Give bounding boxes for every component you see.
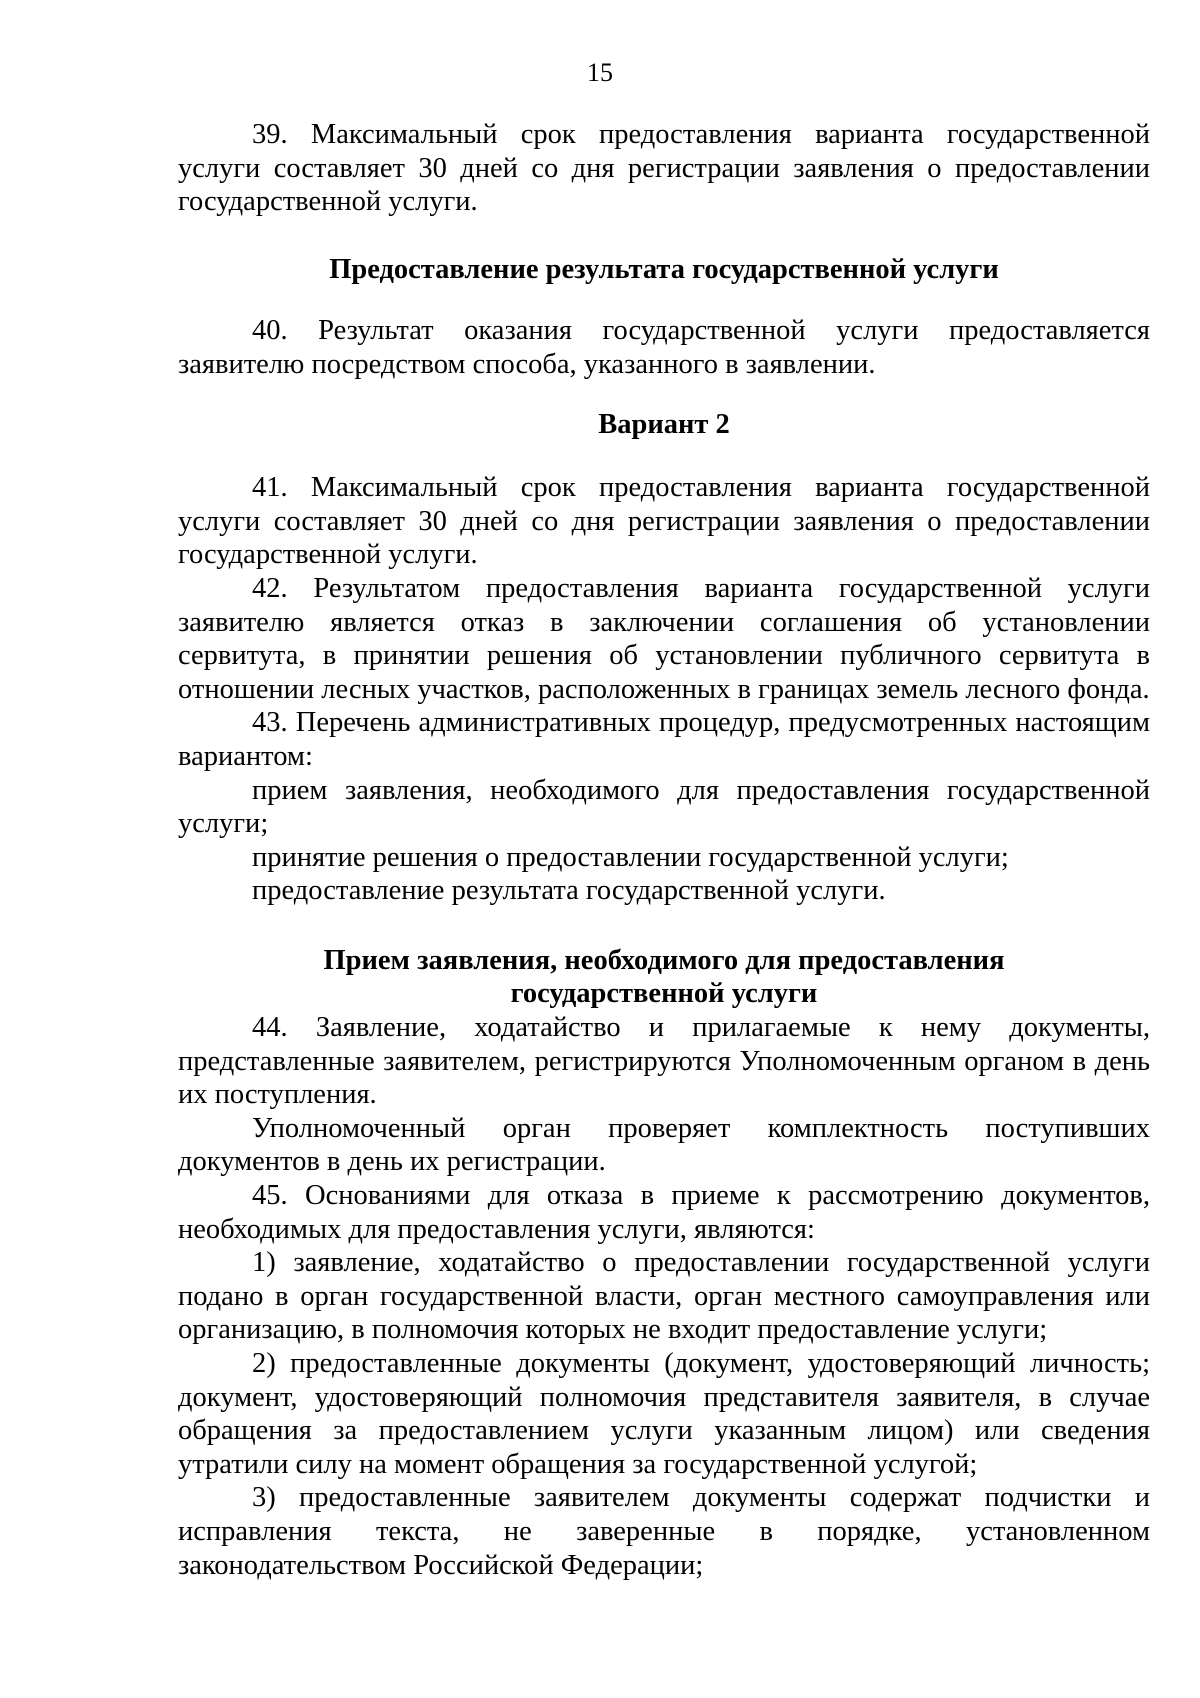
paragraph-43-item-2: принятие решения о предоставлении государственной услуги; bbox=[252, 841, 1009, 873]
document-body bbox=[178, 118, 1150, 1582]
paragraph-43-item-1: прием заявления, необходимого для предоставления государственной услуги; bbox=[178, 774, 1150, 840]
spacer bbox=[178, 908, 1150, 944]
spacer bbox=[178, 441, 1150, 471]
paragraph-45: 45. Основаниями для отказа в приеме к рассмотрению документов, необходимых для предоставления услуги, являются: bbox=[178, 1180, 1150, 1245]
paragraph-40: 40. Результат оказания государственной услуги предоставляется заявителю посредством способа, указанного в заявлении. bbox=[178, 315, 1150, 380]
paragraph-45-item-2: 2) предоставленные документы (документ, удостоверяющий личность; документ, удостоверяющий полномочия представителя заявителя, в случае обращения за предоставлением услуги указанным лицом) или сведения утратили силу на момент обращения за государственной услугой; bbox=[178, 1348, 1150, 1480]
paragraph-45-item-1: 1) заявление, ходатайство о предоставлении государственной услуги подано в орган государственной власти, орган местного самоуправления или организацию, в полномочия которых не входит предоставление услуги; bbox=[178, 1247, 1150, 1346]
paragraph-39: 39. Максимальный срок предоставления варианта государственной услуги составляет 30 дней со дня регистрации заявления о предоставлении государственной услуги. bbox=[178, 119, 1150, 218]
paragraph-41: 41. Максимальный срок предоставления варианта государственной услуги составляет 30 дней со дня регистрации заявления о предоставлении государственной услуги. bbox=[178, 472, 1150, 571]
heading-reception-line-1: Прием заявления, необходимого для предоставления bbox=[323, 944, 1005, 976]
paragraph-42: 42. Результатом предоставления варианта государственной услуги заявителю является отказ в заключении соглашения об установлении сервитута, в принятии решения об установлении публичного сервитута в отношении лесных участков, расположенных в границах земель лесного фонда. bbox=[178, 572, 1150, 705]
paragraph-44-b: Уполномоченный орган проверяет комплектность поступивших документов в день их регистрации. bbox=[178, 1112, 1150, 1178]
heading-reception bbox=[178, 944, 1150, 1011]
paragraph-44: 44. Заявление, ходатайство и прилагаемые к нему документы, представленные заявителем, регистрируются Уполномоченным органом в день их поступления. bbox=[178, 1012, 1150, 1111]
heading-reception-line-2: государственной услуги bbox=[510, 978, 818, 1010]
spacer bbox=[178, 382, 1150, 408]
spacer bbox=[178, 286, 1150, 314]
paragraph-43-item-3: предоставление результата государственной услуги. bbox=[252, 875, 886, 907]
heading-result: Предоставление результата государственной услуги bbox=[329, 253, 999, 285]
spacer bbox=[178, 219, 1150, 253]
paragraph-43: 43. Перечень административных процедур, предусмотренных настоящим вариантом: bbox=[178, 707, 1150, 772]
page-number: 15 bbox=[587, 58, 613, 87]
paragraph-45-item-3: 3) предоставленные заявителем документы содержат подчистки и исправления текста, не заверенные в порядке, установленном законодательством Российской Федерации; bbox=[178, 1482, 1150, 1581]
heading-variant-2: Вариант 2 bbox=[598, 408, 730, 440]
